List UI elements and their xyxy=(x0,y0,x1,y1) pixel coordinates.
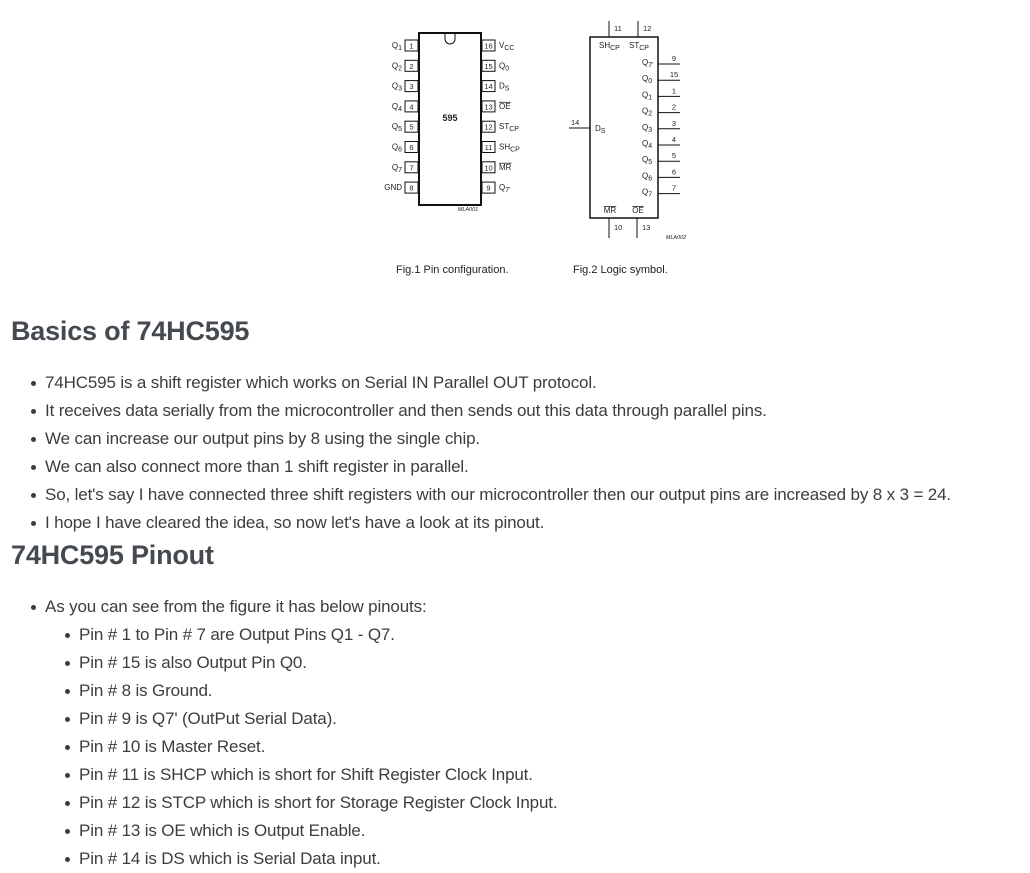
pin-label: STCP xyxy=(499,122,519,134)
bullet-icon xyxy=(31,409,36,414)
list-item: Pin # 14 is DS which is Serial Data input. xyxy=(79,845,557,873)
pin-label: Q0 xyxy=(499,61,510,73)
bullet-icon xyxy=(65,661,70,666)
bullet-icon xyxy=(31,493,36,498)
bullet-icon xyxy=(65,857,70,862)
bullet-icon xyxy=(31,381,36,386)
svg-text:12: 12 xyxy=(643,24,652,33)
pin-label: Q1 xyxy=(391,41,402,52)
svg-text:10: 10 xyxy=(614,223,623,232)
section-heading-pinout: 74HC595 Pinout xyxy=(11,540,214,570)
list-item: As you can see from the figure it has below pinouts: xyxy=(45,593,427,621)
svg-text:4: 4 xyxy=(409,102,414,112)
list-item: Pin # 10 is Master Reset. xyxy=(79,733,557,761)
svg-text:2: 2 xyxy=(671,102,677,112)
bullet-icon xyxy=(31,605,36,610)
pin-label: SHCP xyxy=(499,142,520,154)
list-item: 74HC595 is a shift register which works on Serial IN Parallel OUT protocol. xyxy=(45,369,951,397)
svg-text:2: 2 xyxy=(409,61,414,71)
pin-label: Q5 xyxy=(391,122,402,134)
svg-text:14: 14 xyxy=(484,82,493,92)
bullet-icon xyxy=(65,801,70,806)
pin-configuration-diagram xyxy=(0,0,1030,300)
list-item: I hope I have cleared the idea, so now let's have a look at its pinout. xyxy=(45,509,951,537)
pin-label: Q1 xyxy=(642,90,653,102)
svg-text:8: 8 xyxy=(409,183,414,193)
pin-label: DS xyxy=(595,124,606,135)
pinout-sublist xyxy=(79,621,557,873)
pin-label: Q6 xyxy=(391,142,402,154)
pin-label: Q7' xyxy=(642,58,654,69)
pin-label: MR xyxy=(499,162,512,172)
section-heading-basics: Basics of 74HC595 xyxy=(11,316,250,346)
bullet-icon xyxy=(31,437,36,442)
pin-label: STCP xyxy=(629,41,649,52)
svg-text:10: 10 xyxy=(484,163,493,173)
svg-text:7: 7 xyxy=(671,183,677,193)
list-item: We can increase our output pins by 8 using the single chip. xyxy=(45,425,951,453)
svg-text:OE: OE xyxy=(632,206,644,215)
fig1-code: MLA001 xyxy=(457,207,479,213)
fig1-caption: Fig.1 Pin configuration. xyxy=(396,264,509,276)
svg-text:3: 3 xyxy=(671,118,677,128)
fig2-caption: Fig.2 Logic symbol. xyxy=(573,264,668,276)
pin-label: OE xyxy=(499,101,511,111)
pin-label: Q6 xyxy=(642,171,653,183)
svg-text:7: 7 xyxy=(409,163,414,173)
list-item: Pin # 15 is also Output Pin Q0. xyxy=(79,649,557,677)
bullet-icon xyxy=(31,521,36,526)
svg-text:4: 4 xyxy=(671,135,677,144)
pin-label: Q7' xyxy=(499,183,511,195)
list-item: So, let's say I have connected three shift registers with our microcontroller then our output pins are increased by 8 x 3 = 24. xyxy=(45,481,951,509)
svg-text:MR: MR xyxy=(603,206,617,215)
svg-text:13: 13 xyxy=(484,102,493,112)
svg-text:15: 15 xyxy=(484,61,493,71)
pin-label: Q2 xyxy=(391,61,402,73)
list-item: Pin # 9 is Q7' (OutPut Serial Data). xyxy=(79,705,557,733)
svg-text:6: 6 xyxy=(409,143,414,152)
bullet-icon xyxy=(65,829,70,834)
pin-label: SHCP xyxy=(599,41,620,52)
pin-label: Q0 xyxy=(642,74,653,86)
pin-label: GND xyxy=(384,183,402,193)
pin-label: VCC xyxy=(499,41,515,52)
pin-label: Q4 xyxy=(391,101,402,113)
pin-label: Q4 xyxy=(642,139,653,150)
list-item: Pin # 11 is SHCP which is short for Shift Register Clock Input. xyxy=(79,761,557,789)
list-item: Pin # 1 to Pin # 7 are Output Pins Q1 - Q7. xyxy=(79,621,557,649)
svg-text:11: 11 xyxy=(614,24,622,33)
pin-label: DS xyxy=(499,81,510,93)
fig2-code: MLA002 xyxy=(665,235,687,241)
svg-text:9: 9 xyxy=(671,54,677,63)
list-item: Pin # 12 is STCP which is short for Storage Register Clock Input. xyxy=(79,789,557,817)
svg-text:1: 1 xyxy=(409,41,414,51)
list-item: Pin # 13 is OE which is Output Enable. xyxy=(79,817,557,845)
pin-label: Q7 xyxy=(391,162,402,174)
pin-label: Q5 xyxy=(642,155,653,167)
bullet-icon xyxy=(31,465,36,470)
bullet-icon xyxy=(65,717,70,722)
svg-text:1: 1 xyxy=(671,86,677,96)
svg-text:6: 6 xyxy=(671,167,677,177)
svg-text:3: 3 xyxy=(409,82,414,92)
svg-text:12: 12 xyxy=(484,122,493,132)
pin-label: Q2 xyxy=(642,106,653,118)
svg-text:5: 5 xyxy=(671,151,677,161)
bullet-icon xyxy=(65,633,70,638)
bullet-icon xyxy=(65,773,70,778)
svg-text:13: 13 xyxy=(642,223,651,232)
pinout-list xyxy=(45,593,427,621)
list-item: Pin # 8 is Ground. xyxy=(79,677,557,705)
svg-text:11: 11 xyxy=(484,143,493,152)
svg-text:16: 16 xyxy=(484,41,493,51)
pin-label: Q7 xyxy=(642,187,653,199)
figures-area xyxy=(0,0,1030,300)
pin-label: Q3 xyxy=(642,122,653,134)
list-item: We can also connect more than 1 shift register in parallel. xyxy=(45,453,951,481)
chip-label: 595 xyxy=(442,113,458,123)
svg-text:15: 15 xyxy=(669,70,679,80)
list-item: It receives data serially from the microcontroller and then sends out this data through parallel pins. xyxy=(45,397,951,425)
pin-label: Q3 xyxy=(391,81,402,93)
bullet-icon xyxy=(65,689,70,694)
basics-list xyxy=(45,369,951,537)
svg-text:9: 9 xyxy=(486,183,491,193)
bullet-icon xyxy=(65,745,70,750)
svg-text:5: 5 xyxy=(409,122,414,132)
svg-text:14: 14 xyxy=(571,118,580,127)
